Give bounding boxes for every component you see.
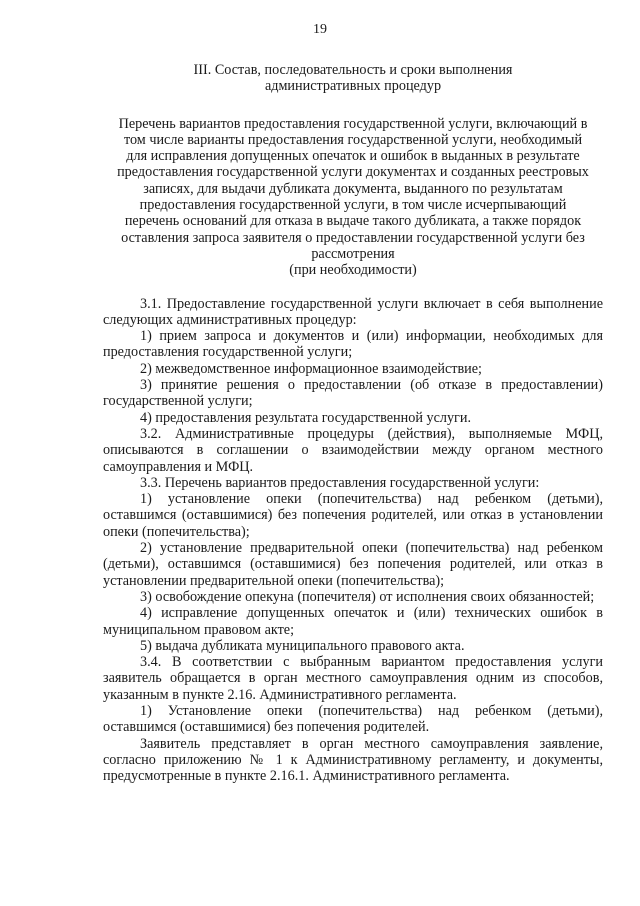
paragraph: 3.2. Административные процедуры (действия), выполняемые МФЦ, описываются в соглашении о взаимодействии между органом местного самоуправления и МФЦ. — [103, 425, 603, 475]
section-title-line: административных процедур — [264, 78, 442, 95]
paragraph: 3.1. Предоставление государственной услуги включает в себя выполнение следующих административных процедур: — [103, 295, 603, 328]
subheading-line: перечень оснований для отказа в выдаче такого дубликата, а также порядок — [124, 213, 582, 230]
body-text — [103, 296, 603, 785]
paragraph: 3.4. В соответствии с выбранным вариантом предоставления услуги заявитель обращается в орган местного самоуправления одним из способов, указанным в пункте 2.16. Административного регламента. — [103, 654, 603, 703]
paragraph: 3) освобождение опекуна (попечителя) от исполнения своих обязанностей; — [140, 588, 595, 605]
paragraph: 4) предоставления результата государственной услуги. — [140, 409, 471, 426]
subheading-line: том числе варианты предоставления государственной услуги, необходимый — [123, 131, 583, 148]
subheading-line: для исправления допущенных опечаток и ошибок в выданных в результате — [126, 148, 580, 165]
paragraph: 4) исправление допущенных опечаток и (или) технических ошибок в муниципальном правовом акте; — [103, 605, 603, 638]
text-block — [103, 62, 603, 784]
subheading-line: рассмотрения — [311, 245, 395, 262]
subheading-line: записях, для выдачи дубликата документа, выданного по результатам — [143, 180, 563, 197]
paragraph: 3.3. Перечень вариантов предоставления государственной услуги: — [140, 474, 540, 491]
subheading-line: предоставления государственной услуги, в том числе исчерпывающий — [139, 197, 567, 214]
subheading — [103, 116, 603, 279]
paragraph: 2) межведомственное информационное взаимодействие; — [140, 360, 482, 377]
paragraph: 1) прием запроса и документов и (или) информации, необходимых для предоставления государственной услуги; — [103, 328, 603, 361]
subheading-line: оставления запроса заявителя о предоставлении государственной услуги без — [121, 229, 585, 246]
paragraph: 3) принятие решения о предоставлении (об отказе в предоставлении) государственной услуги; — [103, 377, 603, 410]
section-title-line: III. Состав, последовательность и сроки выполнения — [193, 62, 513, 78]
paragraph: 1) установление опеки (попечительства) над ребенком (детьми), оставшимся (оставшимися) без попечения родителей, или отказ в установлении опеки (попечительства); — [103, 491, 603, 540]
subheading-line: предоставления государственной услуги документах и созданных реестровых — [117, 164, 589, 181]
subheading-line: Перечень вариантов предоставления государственной услуги, включающий в — [118, 115, 588, 132]
paragraph: Заявитель представляет в орган местного самоуправления заявление, согласно приложению № 1 к Административному регламенту, и документы, предусмотренные в пункте 2.16.1. Административного регламента. — [103, 735, 603, 785]
paragraph: 2) установление предварительной опеки (попечительства) над ребенком (детьми), оставшимся (оставшимися) без попечения родителей, или отказ в установлении предварительной опеки (попечительства); — [103, 540, 603, 589]
paragraph: 1) Установление опеки (попечительства) над ребенком (детьми), оставшимся (оставшимися) без попечения родителей. — [103, 702, 603, 736]
subheading-line: (при необходимости) — [289, 262, 417, 279]
page-number: 19 — [313, 22, 327, 37]
paragraph: 5) выдача дубликата муниципального правового акта. — [140, 637, 465, 654]
section-title — [103, 62, 603, 95]
